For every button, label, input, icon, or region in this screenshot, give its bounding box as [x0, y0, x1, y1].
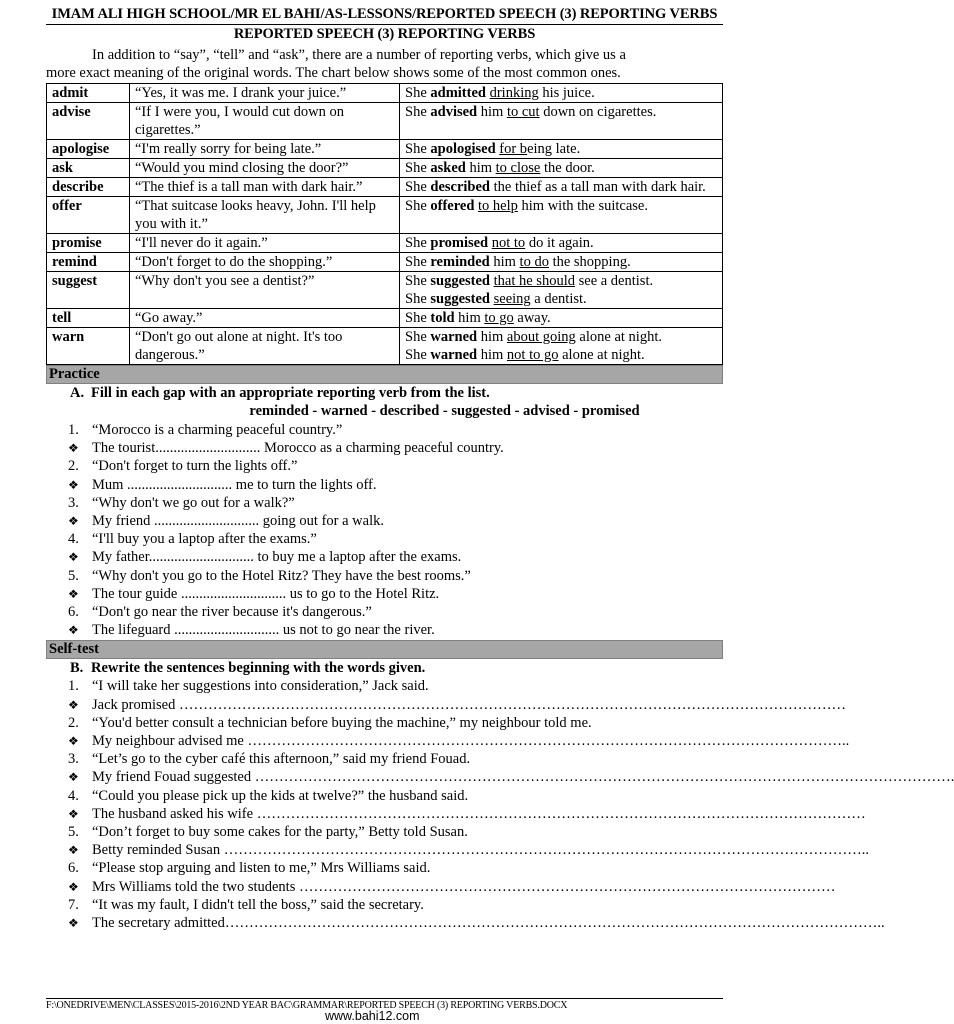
task-text: Fill in each gap with an appropriate reporting verb from the list. [91, 385, 490, 401]
exercise-item [46, 859, 723, 877]
verb-emphasis: warned [430, 329, 478, 345]
item-number: 6. [68, 604, 79, 621]
intro-line: more exact meaning of the original words. The chart below shows some of the most common ones. [46, 64, 621, 81]
item-text: “Why don't we go out for a walk?” [92, 494, 295, 511]
direct-quote: “If I were you, I would cut down on cigarettes.” [130, 103, 400, 140]
diamond-bullet-icon: ❖ [68, 477, 79, 492]
verb-table-row [47, 309, 723, 328]
item-text: “Please stop arguing and listen to me,” Mrs Williams said. [92, 860, 431, 877]
document-header: IMAM ALI HIGH SCHOOL/MR EL BAHI/AS-LESSONS/REPORTED SPEECH (3) REPORTING VERBS [46, 6, 723, 25]
reported-sentence [400, 159, 723, 178]
text-segment: She [405, 235, 431, 251]
text-segment: alone at night. [575, 329, 662, 345]
direct-quote: “That suitcase looks heavy, John. I'll help you with it.” [130, 197, 400, 234]
verb-emphasis: told [430, 310, 455, 326]
text-segment: She [405, 254, 431, 270]
item-number: 3. [68, 494, 79, 511]
answer-line [46, 768, 954, 786]
item-number: 2. [68, 458, 79, 475]
text-segment: him with the suitcase. [517, 198, 648, 214]
item-number: 6. [68, 860, 79, 877]
reported-line [405, 290, 717, 308]
reporting-verb: admit [47, 84, 130, 103]
diamond-bullet-icon: ❖ [68, 441, 79, 456]
exercise-item [46, 750, 723, 768]
item-text: Betty reminded Susan …………………………………………………………………………………………………………………….. [92, 842, 869, 859]
answer-line [46, 439, 723, 457]
reported-line [405, 84, 717, 102]
text-segment: She [405, 141, 431, 157]
item-text: “Let’s go to the cyber café this afternoon,” said my friend Fouad. [92, 751, 471, 768]
item-text: Mrs Williams told the two students ………………………………………………………………………………………………… [92, 878, 836, 895]
diamond-bullet-icon: ❖ [68, 734, 79, 749]
pattern-underline: to cut [506, 104, 540, 120]
pattern-underline: to close [495, 160, 541, 176]
item-text: My father............................. to buy me a laptop after the exams. [92, 549, 462, 566]
item-number: 5. [68, 824, 79, 841]
text-segment: away. [513, 310, 551, 326]
direct-quote: “I'll never do it again.” [130, 234, 400, 253]
verb-table-row [47, 253, 723, 272]
item-text: The tourist............................. Morocco as a charming peaceful country. [92, 440, 504, 457]
verb-table-row [47, 178, 723, 197]
text-segment: the door. [540, 160, 595, 176]
reported-line [405, 197, 717, 215]
diamond-bullet-icon: ❖ [68, 697, 79, 712]
exercise-item [46, 494, 723, 512]
verb-emphasis: promised [430, 235, 489, 251]
answer-line [46, 696, 846, 714]
diamond-bullet-icon: ❖ [68, 843, 79, 858]
reported-sentence [400, 84, 723, 103]
diamond-bullet-icon: ❖ [68, 770, 79, 785]
item-text: The secretary admitted……………………………………………………………………………………………………………………….. [92, 915, 885, 932]
diamond-bullet-icon: ❖ [68, 514, 79, 529]
selftest-instruction [46, 659, 723, 677]
answer-line [46, 548, 723, 566]
verb-emphasis: described [430, 179, 490, 195]
text-segment: She [405, 198, 431, 214]
answer-line [46, 512, 723, 530]
verb-emphasis: suggested [430, 291, 490, 307]
exercise-item [46, 530, 723, 548]
reported-sentence [400, 140, 723, 159]
pattern-underline: to go [484, 310, 514, 326]
verb-table-row [47, 84, 723, 103]
direct-quote: “Go away.” [130, 309, 400, 328]
exercise-item [46, 787, 723, 805]
item-text: My friend Fouad suggested ………………………………………………………………………………………………………………………………. [92, 769, 954, 786]
reporting-verbs-table [46, 83, 723, 365]
exercise-item [46, 896, 723, 914]
reported-line [405, 346, 717, 364]
answer-line [46, 878, 836, 896]
item-number: 5. [68, 567, 79, 584]
item-number: 3. [68, 751, 79, 768]
item-text: “Could you please pick up the kids at twelve?” the husband said. [92, 787, 469, 804]
answer-line [46, 841, 869, 859]
reported-sentence [400, 234, 723, 253]
reported-sentence [400, 103, 723, 140]
reported-line [405, 253, 717, 271]
reported-sentence [400, 178, 723, 197]
item-text: The tour guide ............................. us to go to the Hotel Ritz. [92, 585, 440, 602]
reported-line [405, 272, 717, 290]
intro-paragraph [46, 47, 723, 82]
text-segment: She [405, 291, 431, 307]
reported-line [405, 103, 717, 121]
answer-line [46, 585, 723, 603]
verb-table-row [47, 272, 723, 309]
item-text: “It was my fault, I didn't tell the boss,” said the secretary. [92, 896, 424, 913]
item-text: My neighbour advised me …………………………………………………………………………………………………………….. [92, 733, 850, 750]
verb-table-row [47, 328, 723, 365]
pattern-underline: about going [506, 329, 576, 345]
exercise-item [46, 421, 723, 439]
reporting-verb: apologise [47, 140, 130, 159]
reporting-verb: offer [47, 197, 130, 234]
direct-quote: “Would you mind closing the door?” [130, 159, 400, 178]
item-number: 1. [68, 422, 79, 438]
diamond-bullet-icon: ❖ [68, 550, 79, 565]
text-segment: She [405, 85, 431, 101]
direct-quote: “Yes, it was me. I drank your juice.” [130, 84, 400, 103]
reported-sentence [400, 309, 723, 328]
reported-line [405, 178, 717, 196]
text-segment: a dentist. [530, 291, 587, 307]
text-segment: him [477, 104, 507, 120]
verb-emphasis: advised [430, 104, 478, 120]
text-segment: the shopping. [548, 254, 631, 270]
item-text: “I will take her suggestions into consideration,” Jack said. [92, 678, 429, 695]
item-text: “Don’t forget to buy some cakes for the party,” Betty told Susan. [92, 824, 468, 841]
answer-line [46, 732, 850, 750]
answer-line [46, 621, 723, 639]
reported-line [405, 159, 717, 177]
practice-instruction [46, 384, 723, 402]
item-number: 4. [68, 787, 79, 804]
text-segment: him [465, 160, 496, 176]
task-text: Rewrite the sentences beginning with the words given. [91, 660, 426, 677]
text-segment: his juice. [538, 85, 595, 101]
item-text: The husband asked his wife ……………………………………………………………………………………………………………… [92, 805, 866, 822]
text-segment: She [405, 179, 431, 195]
item-text: The lifeguard ............................. us not to go near the river. [92, 622, 435, 639]
pattern-underline: not to [491, 235, 526, 251]
answer-line [46, 805, 866, 823]
text-segment: eing late. [527, 141, 581, 157]
exercise-item [46, 457, 723, 475]
verb-emphasis: offered [430, 198, 475, 214]
diamond-bullet-icon: ❖ [68, 879, 79, 894]
selftest-section-bar: Self-test [46, 640, 723, 659]
diamond-bullet-icon: ❖ [68, 806, 79, 821]
pattern-underline: seeing [493, 291, 531, 307]
reported-sentence [400, 197, 723, 234]
text-segment: him [454, 310, 485, 326]
reported-sentence [400, 253, 723, 272]
verb-emphasis: reminded [430, 254, 490, 270]
verb-emphasis: admitted [430, 85, 486, 101]
pattern-underline: for b [499, 141, 528, 157]
exercise-item [46, 677, 723, 695]
document-title: REPORTED SPEECH (3) REPORTING VERBS [233, 26, 536, 42]
intro-line: In addition to “say”, “tell” and “ask”, there are a number of reporting verbs, which give us a [92, 47, 626, 63]
exercise-item [46, 603, 723, 621]
verb-table-row [47, 159, 723, 178]
item-text: My friend ............................. going out for a walk. [92, 513, 384, 530]
text-segment: him [477, 329, 507, 345]
direct-quote: “Don't forget to do the shopping.” [130, 253, 400, 272]
verb-table-row [47, 197, 723, 234]
document-page [46, 6, 954, 932]
text-segment: the thief as a tall man with dark hair. [489, 179, 706, 195]
pattern-underline: drinking [489, 85, 539, 101]
text-segment: She [405, 104, 431, 120]
diamond-bullet-icon: ❖ [68, 586, 79, 601]
text-segment: She [405, 347, 431, 363]
practice-items [46, 421, 723, 639]
pattern-underline: to help [478, 198, 518, 214]
task-label: A. [70, 385, 85, 401]
answer-line [46, 476, 723, 494]
diamond-bullet-icon: ❖ [68, 916, 79, 931]
verb-table-row [47, 103, 723, 140]
practice-section-bar: Practice [46, 365, 723, 384]
reported-line [405, 309, 717, 327]
footer-file-path: F:\ONEDRIVE\MEN\CLASSES\2015-2016\2ND YEAR BAC\GRAMMAR\REPORTED SPEECH (3) REPORTING VERBS.DOCX [46, 998, 723, 1012]
item-text: Mum ............................. me to turn the lights off. [92, 476, 377, 493]
reported-sentence [400, 272, 723, 309]
reported-line [405, 234, 717, 252]
text-segment: do it again. [525, 235, 594, 251]
text-segment: see a dentist. [574, 273, 654, 289]
reported-sentence [400, 328, 723, 365]
reporting-verb: promise [47, 234, 130, 253]
task-label: B. [70, 660, 84, 677]
direct-quote: “Why don't you see a dentist?” [130, 272, 400, 309]
text-segment: She [405, 329, 431, 345]
exercise-item [46, 567, 723, 585]
direct-quote: “I'm really sorry for being late.” [130, 140, 400, 159]
item-text: Jack promised ………………………………………………………………………………………………………………………… [92, 696, 846, 713]
word-list: reminded - warned - described - suggested - advised - promised [249, 403, 640, 419]
item-text: “Don't go near the river because it's dangerous.” [92, 604, 372, 621]
text-segment: She [405, 160, 431, 176]
text-segment: him [489, 254, 520, 270]
answer-line [46, 914, 885, 932]
text-segment: him [477, 347, 507, 363]
reporting-verb: suggest [47, 272, 130, 309]
verb-emphasis: asked [430, 160, 466, 176]
item-number: 7. [68, 896, 79, 913]
verb-table-row [47, 234, 723, 253]
direct-quote: “Don't go out alone at night. It's too dangerous.” [130, 328, 400, 365]
website-watermark: www.bahi12.com [325, 1009, 420, 1023]
pattern-underline: not to go [506, 347, 559, 363]
reporting-verb: tell [47, 309, 130, 328]
pattern-underline: that he should [493, 273, 575, 289]
verb-emphasis: apologised [430, 141, 496, 157]
item-text: “Don't forget to turn the lights off.” [92, 458, 298, 475]
exercise-item [46, 823, 723, 841]
text-segment: She [405, 273, 431, 289]
item-number: 4. [68, 531, 79, 548]
reporting-verb: describe [47, 178, 130, 197]
item-number: 2. [68, 714, 79, 731]
direct-quote: “The thief is a tall man with dark hair.” [130, 178, 400, 197]
text-segment: She [405, 310, 431, 326]
verb-emphasis: warned [430, 347, 478, 363]
item-text: “Why don't you go to the Hotel Ritz? They have the best rooms.” [92, 567, 471, 584]
item-text: “You'd better consult a technician before buying the machine,” my neighbour told me. [92, 714, 592, 731]
item-number: 1. [68, 678, 79, 695]
exercise-item [46, 714, 723, 732]
reported-line [405, 140, 717, 158]
reporting-verb: warn [47, 328, 130, 365]
reporting-verb: remind [47, 253, 130, 272]
item-text: “Morocco is a charming peaceful country.” [92, 422, 343, 438]
diamond-bullet-icon: ❖ [68, 623, 79, 638]
reporting-verb: advise [47, 103, 130, 140]
pattern-underline: to do [519, 254, 549, 270]
text-segment: alone at night. [558, 347, 645, 363]
verb-emphasis: suggested [430, 273, 490, 289]
selftest-items [46, 677, 954, 932]
reporting-verb: ask [47, 159, 130, 178]
verb-table-row [47, 140, 723, 159]
text-segment: down on cigarettes. [539, 104, 657, 120]
item-text: “I'll buy you a laptop after the exams.” [92, 531, 317, 548]
reported-line [405, 328, 717, 346]
